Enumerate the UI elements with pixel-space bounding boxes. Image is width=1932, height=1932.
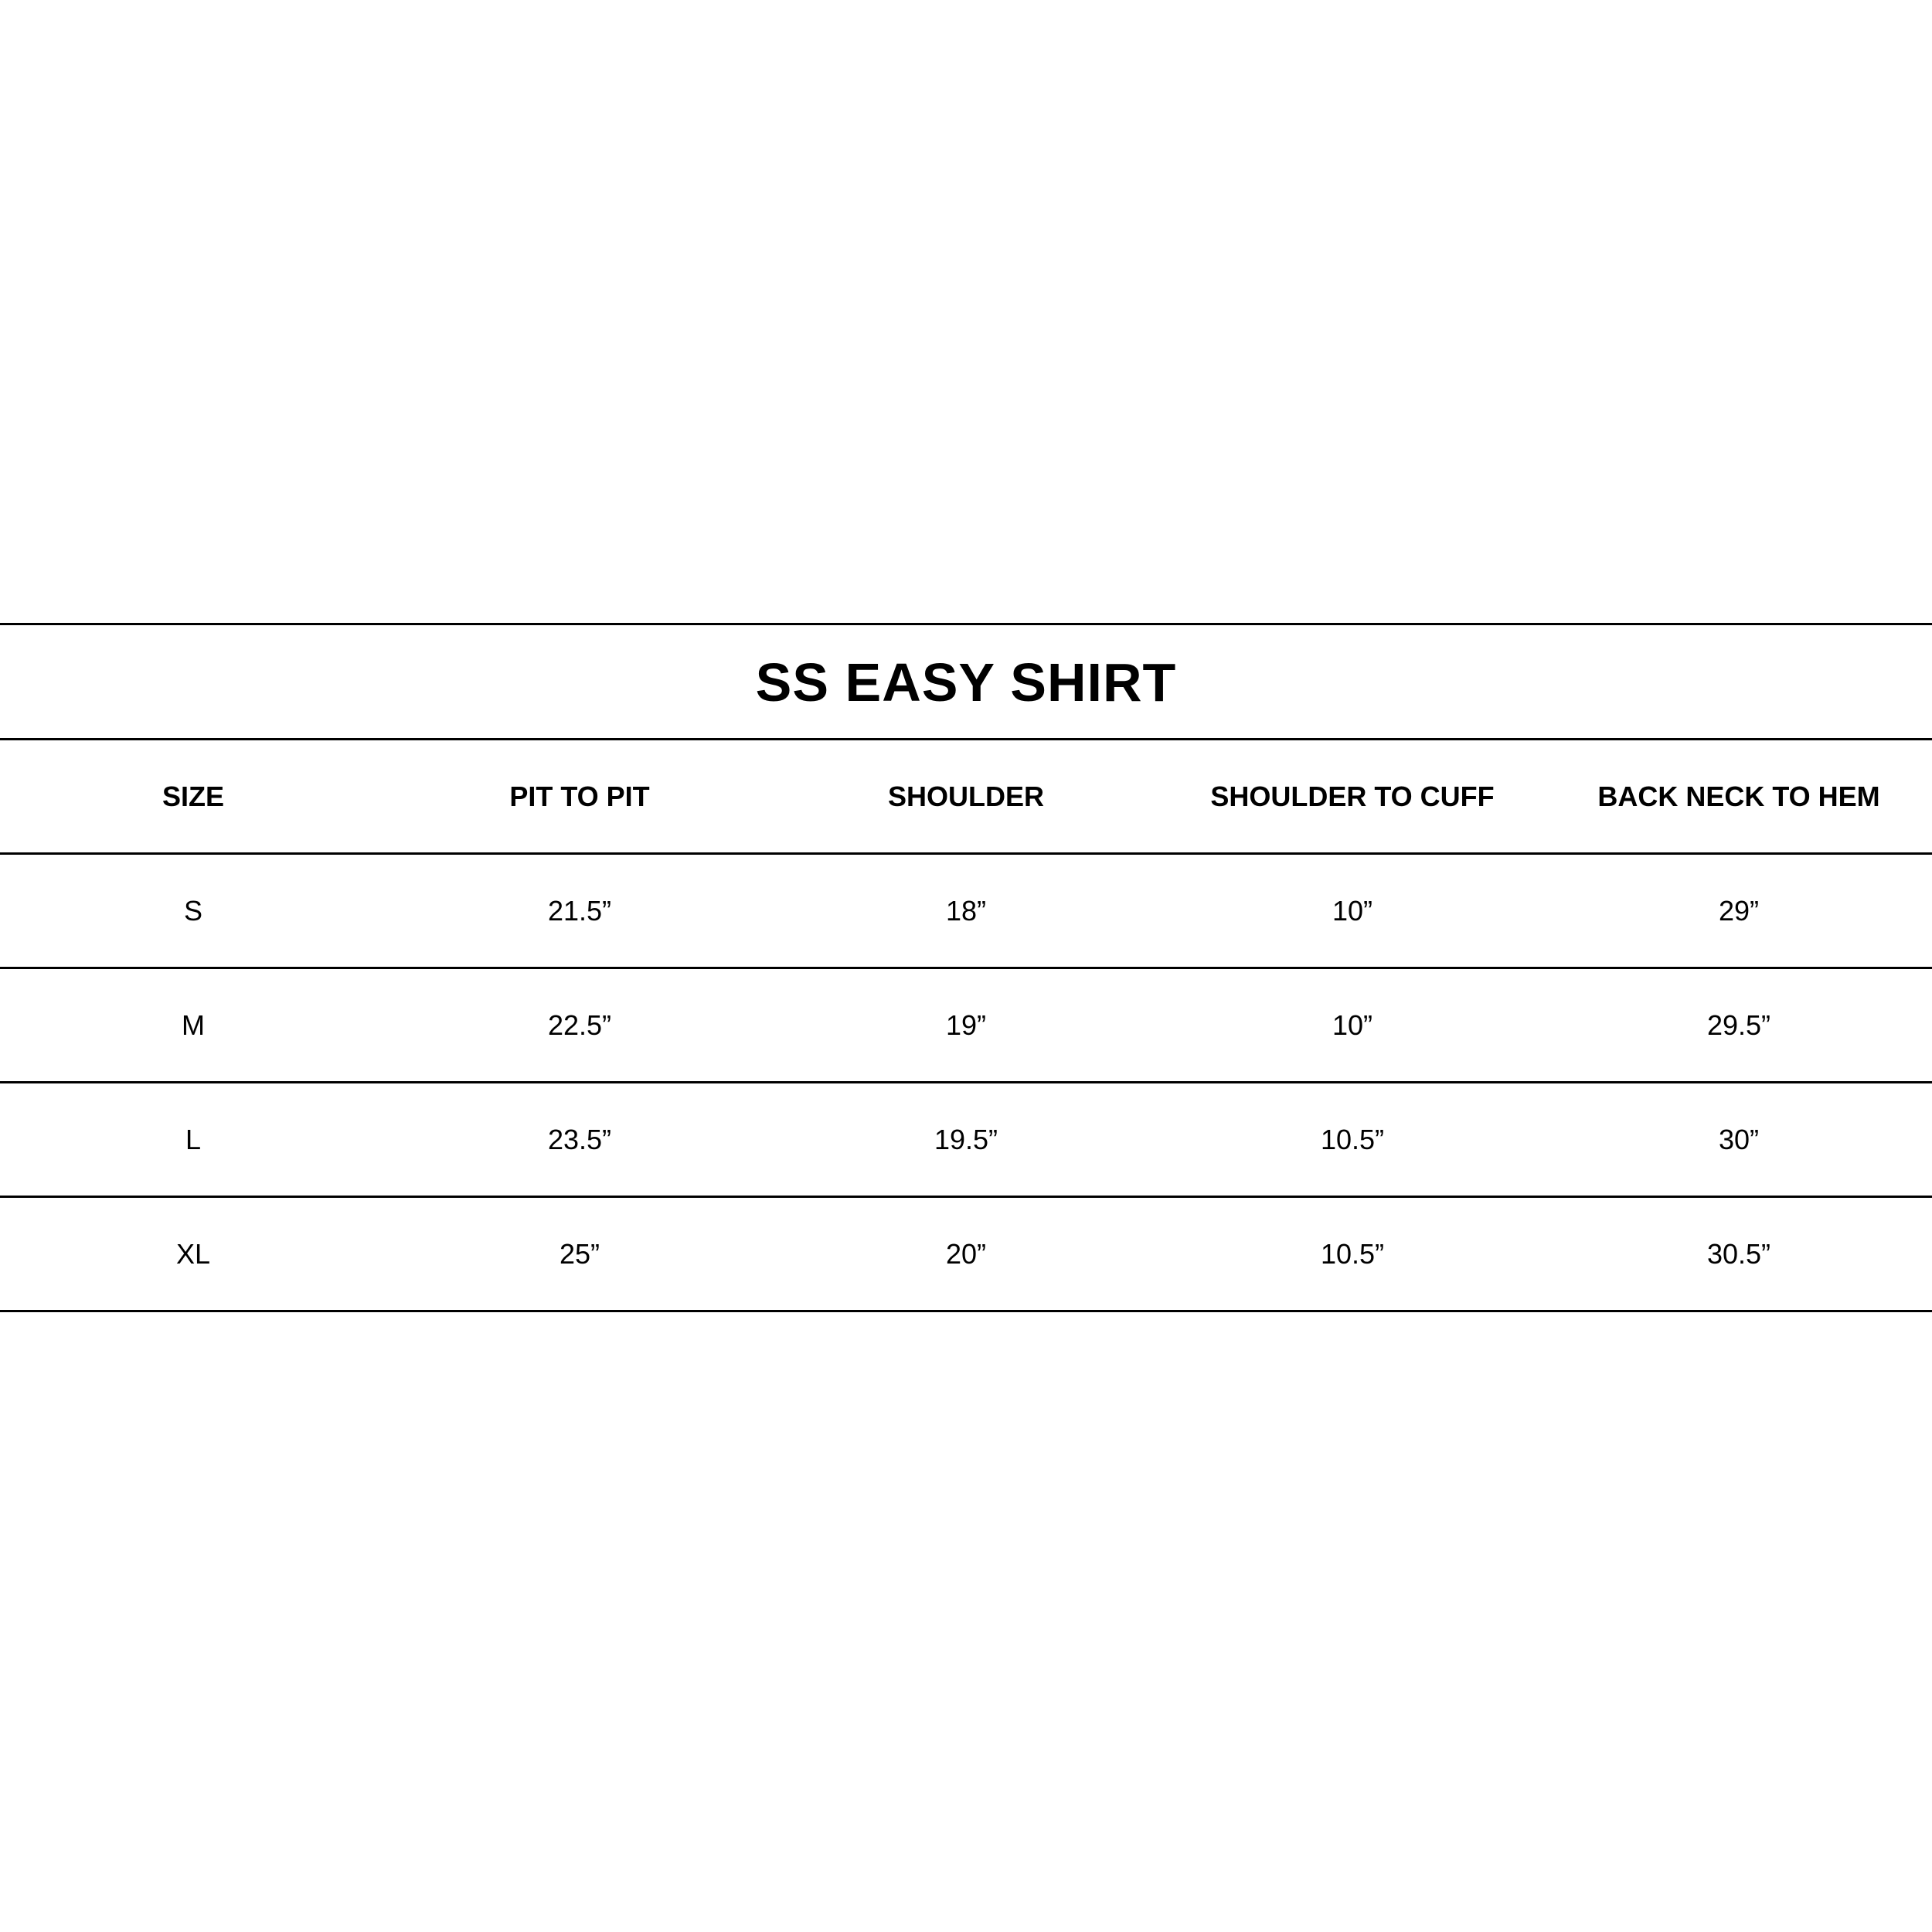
cell-back-neck-to-hem: 30” xyxy=(1718,1123,1760,1155)
header-pit-to-pit: PIT TO PIT xyxy=(509,780,650,812)
size-chart xyxy=(0,623,1932,1312)
table-row xyxy=(0,855,1932,969)
header-size: SIZE xyxy=(162,780,224,812)
cell-size: S xyxy=(183,894,202,927)
cell-shoulder-to-cuff: 10” xyxy=(1332,1009,1373,1041)
table-row xyxy=(0,1083,1932,1198)
cell-shoulder-to-cuff: 10.5” xyxy=(1320,1123,1385,1155)
table-row xyxy=(0,1198,1932,1312)
cell-size: XL xyxy=(175,1237,211,1270)
cell-size: L xyxy=(185,1123,202,1155)
cell-pit-to-pit: 22.5” xyxy=(547,1009,612,1041)
cell-shoulder-to-cuff: 10” xyxy=(1332,894,1373,927)
cell-pit-to-pit: 23.5” xyxy=(547,1123,612,1155)
title-row xyxy=(0,623,1932,740)
cell-back-neck-to-hem: 29.5” xyxy=(1706,1009,1771,1041)
cell-shoulder: 18” xyxy=(945,894,987,927)
cell-back-neck-to-hem: 30.5” xyxy=(1706,1237,1771,1270)
cell-back-neck-to-hem: 29” xyxy=(1718,894,1760,927)
chart-title: SS EASY SHIRT xyxy=(755,652,1177,713)
cell-shoulder-to-cuff: 10.5” xyxy=(1320,1237,1385,1270)
header-shoulder-to-cuff: SHOULDER TO CUFF xyxy=(1210,780,1495,812)
cell-pit-to-pit: 25” xyxy=(559,1237,600,1270)
cell-shoulder: 20” xyxy=(945,1237,987,1270)
table-row xyxy=(0,969,1932,1083)
header-back-neck-to-hem: BACK NECK TO HEM xyxy=(1597,780,1880,812)
cell-shoulder: 19.5” xyxy=(934,1123,998,1155)
header-shoulder: SHOULDER xyxy=(887,780,1044,812)
cell-pit-to-pit: 21.5” xyxy=(547,894,612,927)
table-header-row xyxy=(0,740,1932,855)
size-table xyxy=(0,740,1932,1312)
cell-shoulder: 19” xyxy=(945,1009,987,1041)
cell-size: M xyxy=(182,1009,205,1041)
